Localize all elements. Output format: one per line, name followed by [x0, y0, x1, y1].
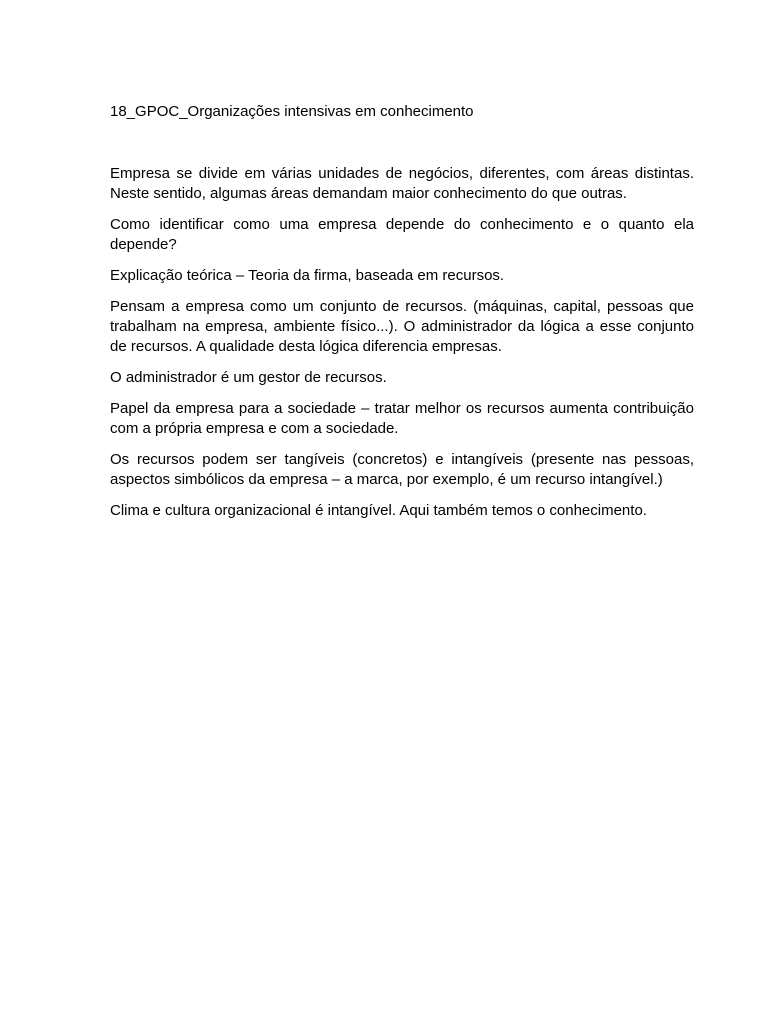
- paragraph-question: Como identificar como uma empresa depende do conhecimento e o quanto ela depende?: [110, 216, 694, 253]
- paragraph-theory: Explicação teórica – Teoria da firma, baseada em recursos.: [110, 267, 505, 284]
- paragraph-tangible-intangible: Os recursos podem ser tangíveis (concretos) e intangíveis (presente nas pessoas, aspectos simbólicos da empresa – a marca, por exemplo, é um recurso intangível.): [110, 451, 694, 488]
- document-title: 18_GPOC_Organizações intensivas em conhecimento: [110, 103, 474, 120]
- paragraph-climate-culture: Clima e cultura organizacional é intangível. Aqui também temos o conhecimento.: [110, 502, 647, 519]
- paragraph-business-units: Empresa se divide em várias unidades de negócios, diferentes, com áreas distintas. Neste sentido, algumas áreas demandam maior conhecimento do que outras.: [110, 165, 694, 202]
- paragraph-resources-set: Pensam a empresa como um conjunto de recursos. (máquinas, capital, pessoas que trabalham na empresa, ambiente físico...). O administrador da lógica a esse conjunto de recursos. A qualidade desta lógica diferencia empresas.: [110, 298, 694, 355]
- document-body: [110, 164, 694, 532]
- document-page: [110, 0, 694, 1024]
- paragraph-company-role: Papel da empresa para a sociedade – tratar melhor os recursos aumenta contribuição com a própria empresa e com a sociedade.: [110, 400, 694, 437]
- paragraph-administrator: O administrador é um gestor de recursos.: [110, 369, 387, 386]
